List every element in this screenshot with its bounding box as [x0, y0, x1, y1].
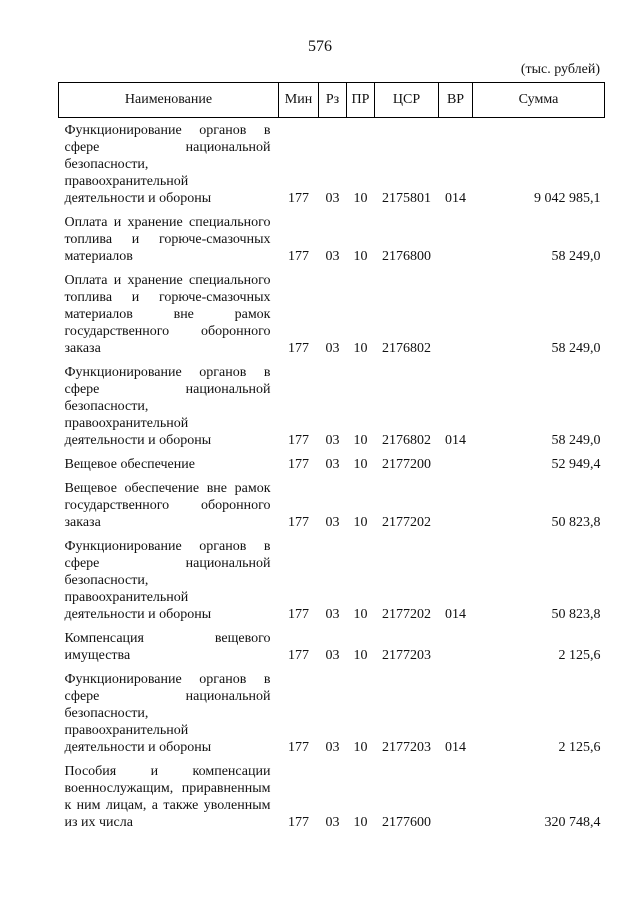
row-rz: 03: [325, 648, 340, 663]
row-rz: 03: [325, 341, 340, 356]
header-name: Наименование: [59, 83, 279, 118]
row-sum: 2 125,6: [558, 740, 601, 755]
row-name: Функционирование органов в сфере национальной безопасности, правоохранительной деятельности и обороны: [64, 123, 271, 206]
table-row: [59, 268, 605, 360]
row-vr: [439, 759, 473, 834]
table-row: [59, 360, 605, 452]
row-name: Оплата и хранение специального топлива и горюче-смазочных материалов вне рамок государственного оборонного заказа: [64, 273, 271, 356]
row-min: 177: [288, 815, 309, 830]
row-pr: 10: [353, 648, 368, 663]
row-pr: 10: [353, 515, 368, 530]
table-row: [59, 452, 605, 476]
row-rz: 03: [325, 815, 340, 830]
row-vr: 014: [445, 191, 466, 206]
units-label: (тыс. рублей): [520, 62, 600, 77]
row-vr: [439, 210, 473, 268]
row-csr: 2177203: [382, 740, 431, 755]
table-row: [59, 626, 605, 667]
row-sum: 320 748,4: [544, 815, 601, 830]
row-pr: 10: [353, 249, 368, 264]
table-row: [59, 759, 605, 834]
row-pr: 10: [353, 815, 368, 830]
row-name: Компенсация вещевого имущества: [64, 631, 271, 663]
row-min: 177: [288, 740, 309, 755]
row-sum: 2 125,6: [558, 648, 601, 663]
row-vr: [439, 626, 473, 667]
row-csr: 2177200: [382, 457, 431, 472]
row-pr: 10: [353, 457, 368, 472]
row-min: 177: [288, 433, 309, 448]
header-min: Мин: [279, 83, 319, 118]
row-rz: 03: [325, 457, 340, 472]
header-csr: ЦСР: [375, 83, 439, 118]
table-header: [59, 83, 605, 118]
row-name: Функционирование органов в сфере национальной безопасности, правоохранительной деятельности и обороны: [64, 539, 271, 622]
row-csr: 2177203: [382, 648, 431, 663]
row-rz: 03: [325, 433, 340, 448]
row-name: Пособия и компенсации военнослужащим, приравненным к ним лицам, а также уволенным из их числа: [64, 764, 271, 830]
row-vr: [439, 476, 473, 534]
row-vr: [439, 268, 473, 360]
row-sum: 52 949,4: [551, 457, 601, 472]
table-row: [59, 118, 605, 211]
row-min: 177: [288, 341, 309, 356]
row-vr: [439, 452, 473, 476]
row-csr: 2177600: [382, 815, 431, 830]
row-min: 177: [288, 191, 309, 206]
row-min: 177: [288, 515, 309, 530]
row-sum: 50 823,8: [551, 607, 601, 622]
table-row: [59, 476, 605, 534]
row-min: 177: [288, 249, 309, 264]
header-sum: Сумма: [473, 83, 605, 118]
row-rz: 03: [325, 515, 340, 530]
header-pr: ПР: [347, 83, 375, 118]
row-vr: 014: [445, 433, 466, 448]
table-row: [59, 667, 605, 759]
budget-table: [58, 82, 605, 834]
table-body: [59, 118, 605, 835]
row-min: 177: [288, 648, 309, 663]
row-sum: 58 249,0: [551, 341, 601, 356]
row-min: 177: [288, 457, 309, 472]
row-csr: 2176800: [382, 249, 431, 264]
row-vr: 014: [445, 740, 466, 755]
table-row: [59, 534, 605, 626]
row-sum: 9 042 985,1: [534, 191, 601, 206]
row-rz: 03: [325, 740, 340, 755]
row-sum: 50 823,8: [551, 515, 601, 530]
row-pr: 10: [353, 740, 368, 755]
row-csr: 2176802: [382, 341, 431, 356]
row-pr: 10: [353, 607, 368, 622]
row-rz: 03: [325, 249, 340, 264]
row-rz: 03: [325, 607, 340, 622]
row-csr: 2175801: [382, 191, 431, 206]
row-name: Вещевое обеспечение: [64, 457, 195, 472]
row-csr: 2177202: [382, 607, 431, 622]
row-csr: 2176802: [382, 433, 431, 448]
row-name: Оплата и хранение специального топлива и горюче-смазочных материалов: [64, 215, 271, 264]
row-pr: 10: [353, 433, 368, 448]
header-vr: ВР: [439, 83, 473, 118]
row-sum: 58 249,0: [551, 249, 601, 264]
row-min: 177: [288, 607, 309, 622]
row-name: Функционирование органов в сфере национальной безопасности, правоохранительной деятельности и обороны: [64, 365, 271, 448]
row-name: Функционирование органов в сфере национальной безопасности, правоохранительной деятельности и обороны: [64, 672, 271, 755]
row-rz: 03: [325, 191, 340, 206]
row-name: Вещевое обеспечение вне рамок государственного оборонного заказа: [64, 481, 271, 530]
page-number: 576: [308, 38, 332, 55]
row-pr: 10: [353, 191, 368, 206]
row-vr: 014: [445, 607, 466, 622]
header-rz: Рз: [319, 83, 347, 118]
row-sum: 58 249,0: [551, 433, 601, 448]
table-row: [59, 210, 605, 268]
row-pr: 10: [353, 341, 368, 356]
row-csr: 2177202: [382, 515, 431, 530]
